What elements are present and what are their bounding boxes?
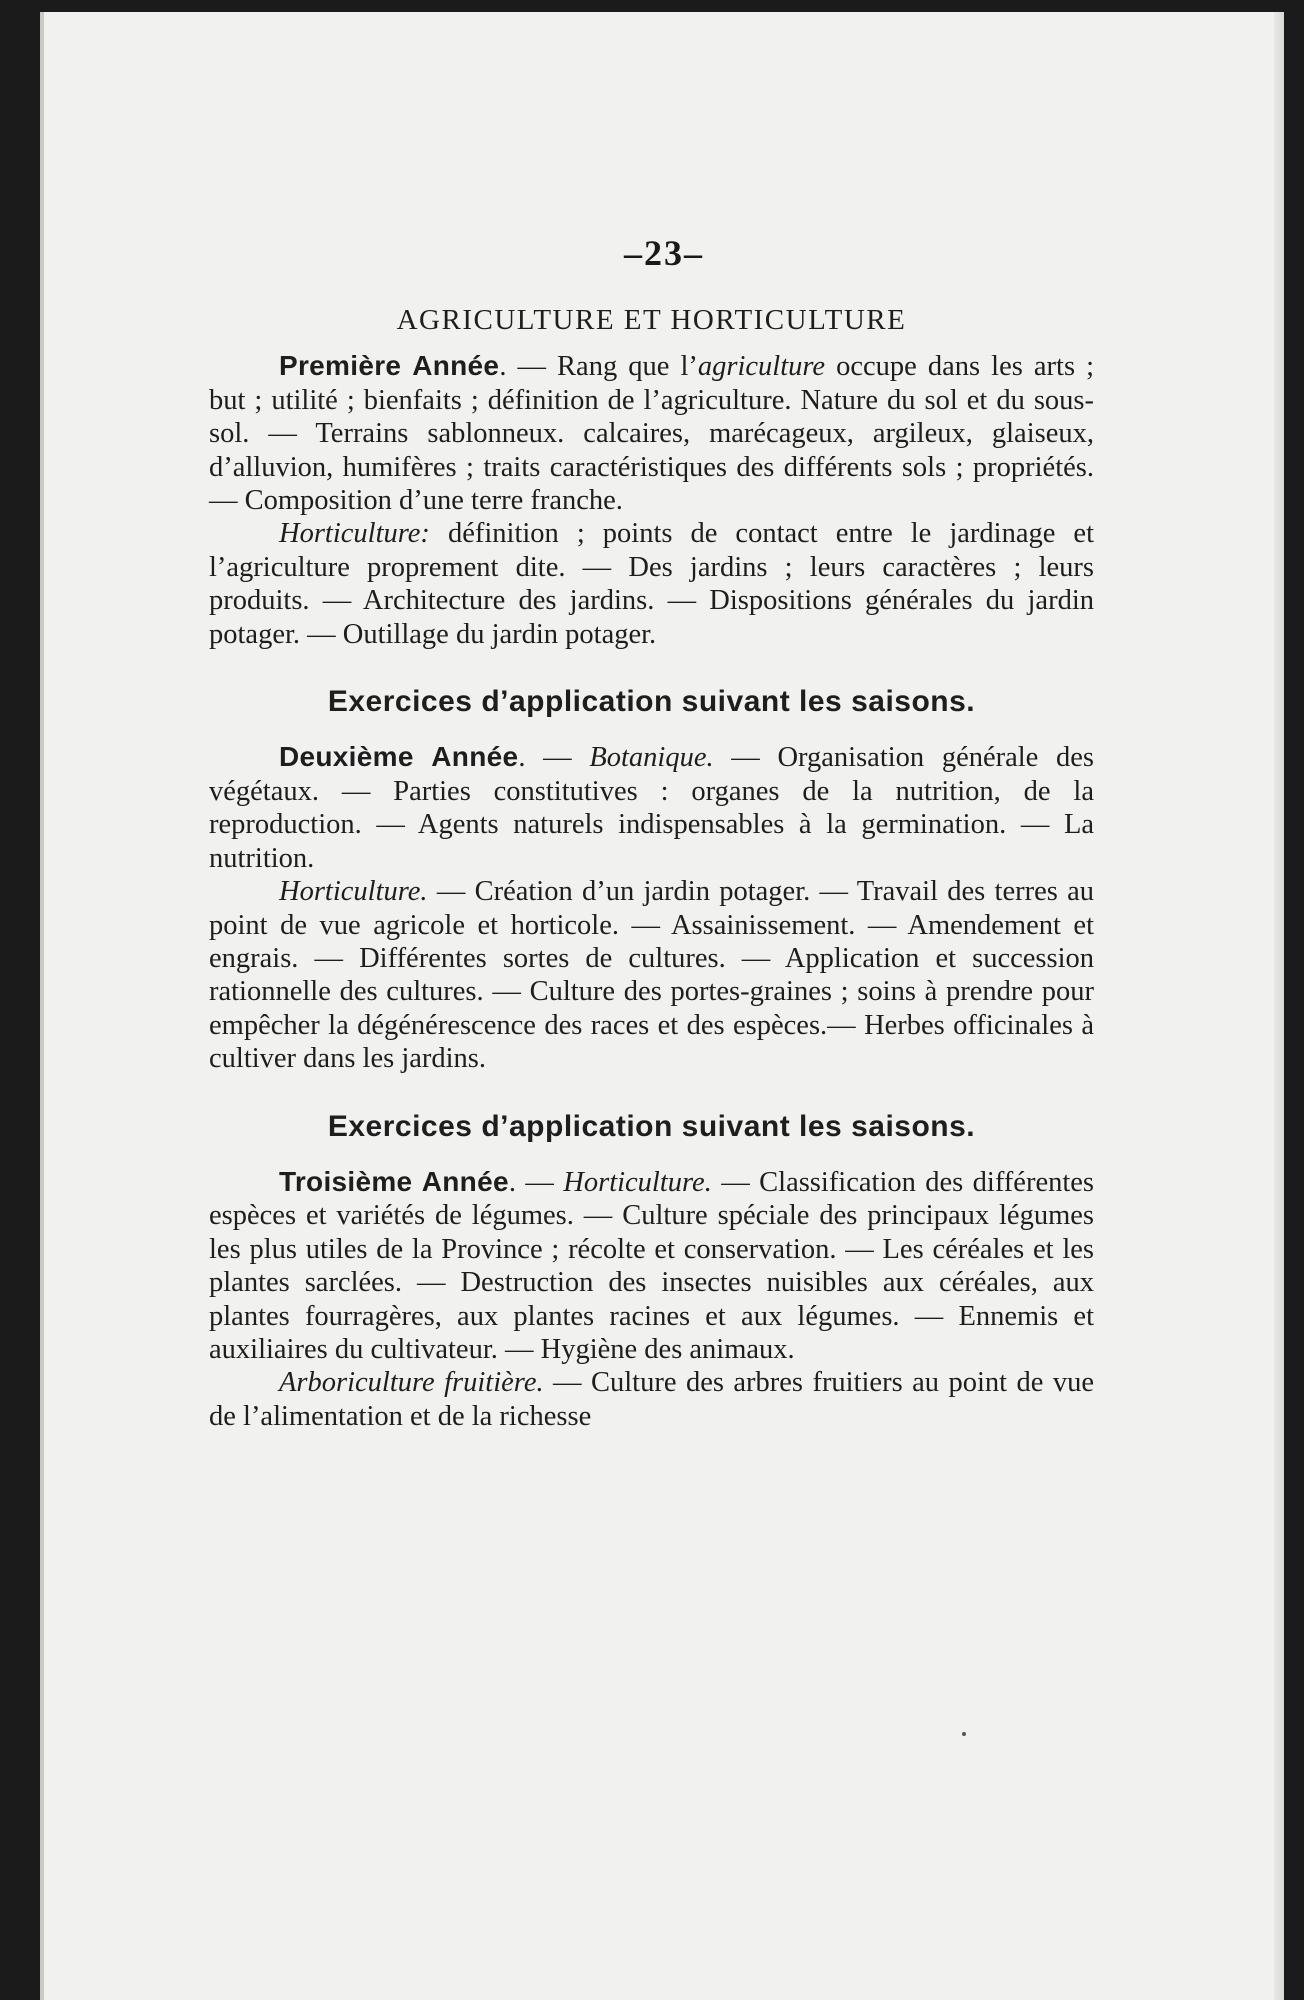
- year3-arboriculture-text: — Culture des arbres fruitiers au point de vue de l’alimentation et de la richesse: [209, 1367, 1094, 1432]
- year3-lead: Troisième Année: [279, 1165, 509, 1197]
- year3-italic: Horticulture.: [563, 1166, 712, 1198]
- year2-horticulture-text: — Création d’un jardin potager. — Travail des terres au point de vue agricole et horticole. — Assainissement. — Amendement et engrais. — Différentes sortes de cultures. — Application et succession rationnelle des cultures. — Culture des portes-graines ; soins à prendre pour empêcher la dégénérescence des races et des espèces.— Herbes officinales à cultiver dans les jardins.: [209, 876, 1094, 1075]
- year2-horticulture-paragraph: [209, 875, 1094, 1075]
- book-page: [40, 12, 1284, 2000]
- section-heading-exercices-1: Exercices d’application suivant les saisons.: [327, 685, 976, 719]
- year3-text-a: . —: [508, 1166, 564, 1198]
- year2-lead: Deuxième Année: [279, 741, 519, 773]
- year2-paragraph: [209, 740, 1094, 875]
- page-body: [209, 304, 1094, 1433]
- year2-horticulture-label: Horticulture.: [279, 876, 428, 908]
- year1-paragraph: [209, 349, 1094, 517]
- year1-italic: agriculture: [697, 351, 826, 383]
- page-title: AGRICULTURE ET HORTICULTURE: [396, 304, 907, 336]
- year2-text-a: . —: [518, 742, 590, 774]
- section-heading-exercices-2: Exercices d’application suivant les saisons.: [327, 1109, 976, 1143]
- scan-speck: [962, 1732, 966, 1736]
- year2-italic: Botanique.: [589, 742, 714, 774]
- year3-arboriculture-paragraph: [209, 1366, 1094, 1433]
- year1-horticulture-label: Horticulture:: [279, 518, 430, 550]
- year1-text-a: . — Rang que l’: [499, 351, 698, 383]
- page-number: –23–: [624, 233, 704, 273]
- page-edge-shadow: [1274, 12, 1284, 2000]
- year2-text-b: — Organisation générale des végétaux. — Parties constitutives : organes de la nutrition, de la reproduction. — Agents naturels indispensables à la germination. — La nutrition.: [209, 742, 1094, 874]
- year3-paragraph: [209, 1165, 1094, 1366]
- year1-lead: Première Année: [279, 350, 500, 382]
- year1-horticulture-text: définition ; points de contact entre le jardinage et l’agriculture proprement dite. — Des jardins ; leurs caractères ; leurs produits. — Architecture des jardins. — Dispositions générales du jardin potager. — Outillage du jardin potager.: [209, 518, 1094, 650]
- year3-arboriculture-label: Arboriculture fruitière.: [279, 1367, 544, 1399]
- year1-text-b: occupe dans les arts ; but ; utilité ; bienfaits ; définition de l’agriculture. Nature du sol et du sous-sol. — Terrains sablonneux. calcaires, marécageux, argileux, glaiseux, d’alluvion, humifères ; traits caractéristiques des différents sols ; propriétés. — Composition d’une terre franche.: [209, 351, 1095, 517]
- year1-horticulture-paragraph: [209, 517, 1094, 651]
- year3-text-b: — Classification des différentes espèces et variétés de légumes. — Culture spéciale des principaux légumes les plus utiles de la Province ; récolte et conservation. — Les céréales et les plantes sarclées. — Destruction des insectes nuisibles aux céréales, aux plantes fourragères, aux plantes racines et aux légumes. — Ennemis et auxiliaires du cultivateur. — Hygiène des animaux.: [209, 1166, 1094, 1365]
